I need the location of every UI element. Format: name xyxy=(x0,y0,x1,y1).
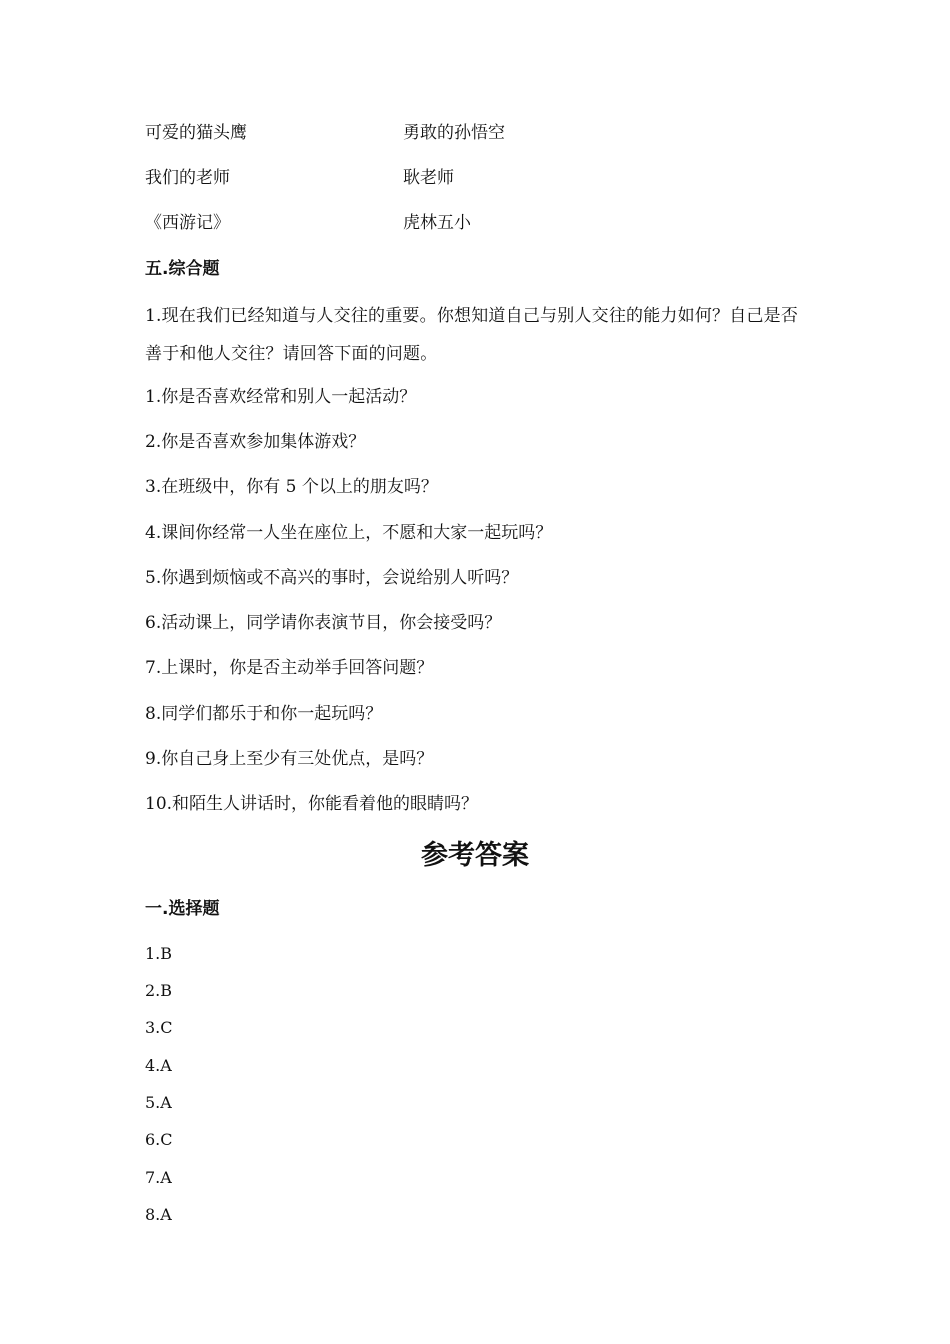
answer-item: 1.B xyxy=(145,944,173,963)
answer-item: 8.A xyxy=(145,1205,172,1224)
answer-item: 5.A xyxy=(145,1093,172,1112)
matching-right-item: 勇敢的孙悟空 xyxy=(403,123,505,143)
answer-item: 3.C xyxy=(145,1018,173,1037)
matching-row xyxy=(145,120,805,146)
matching-left-item: 《西游记》 xyxy=(145,213,230,233)
matching-row xyxy=(145,165,805,191)
question-item: 7.上课时，你是否主动举手回答问题？ xyxy=(145,658,434,678)
question-item: 1.你是否喜欢经常和别人一起活动？ xyxy=(145,387,417,407)
question-item: 2.你是否喜欢参加集体游戏？ xyxy=(145,432,366,452)
question-item: 5.你遇到烦恼或不高兴的事时，会说给别人听吗？ xyxy=(145,568,519,588)
matching-right-item: 耿老师 xyxy=(403,168,454,188)
question-item: 4.课间你经常一人坐在座位上，不愿和大家一起玩吗？ xyxy=(145,523,553,543)
answer-item: 7.A xyxy=(145,1168,172,1187)
section-heading-comprehensive: 五.综合题 xyxy=(145,259,220,279)
answer-item: 4.A xyxy=(145,1056,172,1075)
question-intro-paragraph: 1.现在我们已经知道与人交往的重要。你想知道自己与别人交往的能力如何？自己是否善于和他人交往？请回答下面的问题。 xyxy=(145,306,799,364)
matching-row xyxy=(145,210,805,236)
matching-left-item: 我们的老师 xyxy=(145,168,230,188)
answer-item: 6.C xyxy=(145,1130,173,1149)
question-item: 6.活动课上，同学请你表演节目，你会接受吗？ xyxy=(145,613,502,633)
question-item: 8.同学们都乐于和你一起玩吗？ xyxy=(145,704,383,724)
question-item: 3.在班级中，你有 5 个以上的朋友吗？ xyxy=(145,477,438,497)
question-item: 10.和陌生人讲话时，你能看着他的眼睛吗？ xyxy=(145,794,479,814)
answer-key-title: 参考答案 xyxy=(421,840,529,871)
question-item: 9.你自己身上至少有三处优点，是吗？ xyxy=(145,749,434,769)
answer-item: 2.B xyxy=(145,981,173,1000)
matching-left-item: 可爱的猫头鹰 xyxy=(145,123,247,143)
matching-right-item: 虎林五小 xyxy=(403,213,471,233)
section-heading-multiple-choice: 一.选择题 xyxy=(145,899,220,919)
